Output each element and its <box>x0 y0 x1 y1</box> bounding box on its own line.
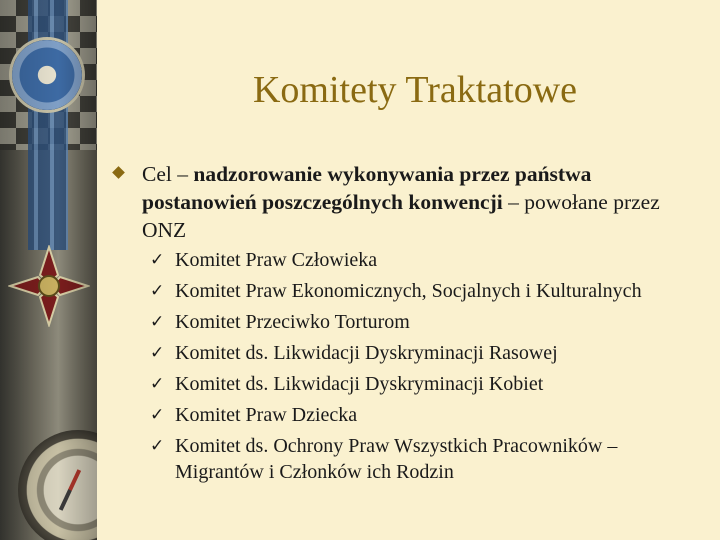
checkmark-icon: ✓ <box>150 312 165 332</box>
list-item: ✓ Komitet Praw Człowieka <box>150 249 378 271</box>
committee-list <box>147 247 707 490</box>
main-bullet-suffix: – powołane przez ONZ <box>142 190 660 242</box>
list-item: ✓ Komitet Praw Dziecka <box>150 404 358 426</box>
list-item: ✓ Komitet ds. Ochrony Praw Wszystkich Pracowników – Migrantów i Członków ich Rodzin <box>150 435 618 483</box>
checkmark-icon: ✓ <box>150 405 165 425</box>
checkmark-icon: ✓ <box>150 281 165 301</box>
main-bullet <box>114 160 704 244</box>
main-bullet-text <box>142 160 704 244</box>
checkmark-icon: ✓ <box>150 436 165 456</box>
checkmark-icon: ✓ <box>150 343 165 363</box>
main-bullet-bold: nadzorowanie wykonywania przez państwa postanowień poszczególnych konwencji <box>142 162 592 214</box>
slide-title: Komitety Traktatowe <box>252 69 578 111</box>
list-item: ✓ Komitet Praw Ekonomicznych, Socjalnych i Kulturalnych <box>150 280 642 302</box>
checkmark-icon: ✓ <box>150 250 165 270</box>
list-item: ✓ Komitet ds. Likwidacji Dyskryminacji Rasowej <box>150 342 558 364</box>
diamond-bullet-icon <box>112 166 125 179</box>
main-bullet-prefix: Cel – <box>142 162 194 186</box>
checkmark-icon: ✓ <box>150 374 165 394</box>
decorative-side-image <box>0 0 97 540</box>
list-item: ✓ Komitet ds. Likwidacji Dyskryminacji Kobiet <box>150 373 544 395</box>
list-item: ✓ Komitet Przeciwko Torturom <box>150 311 410 333</box>
